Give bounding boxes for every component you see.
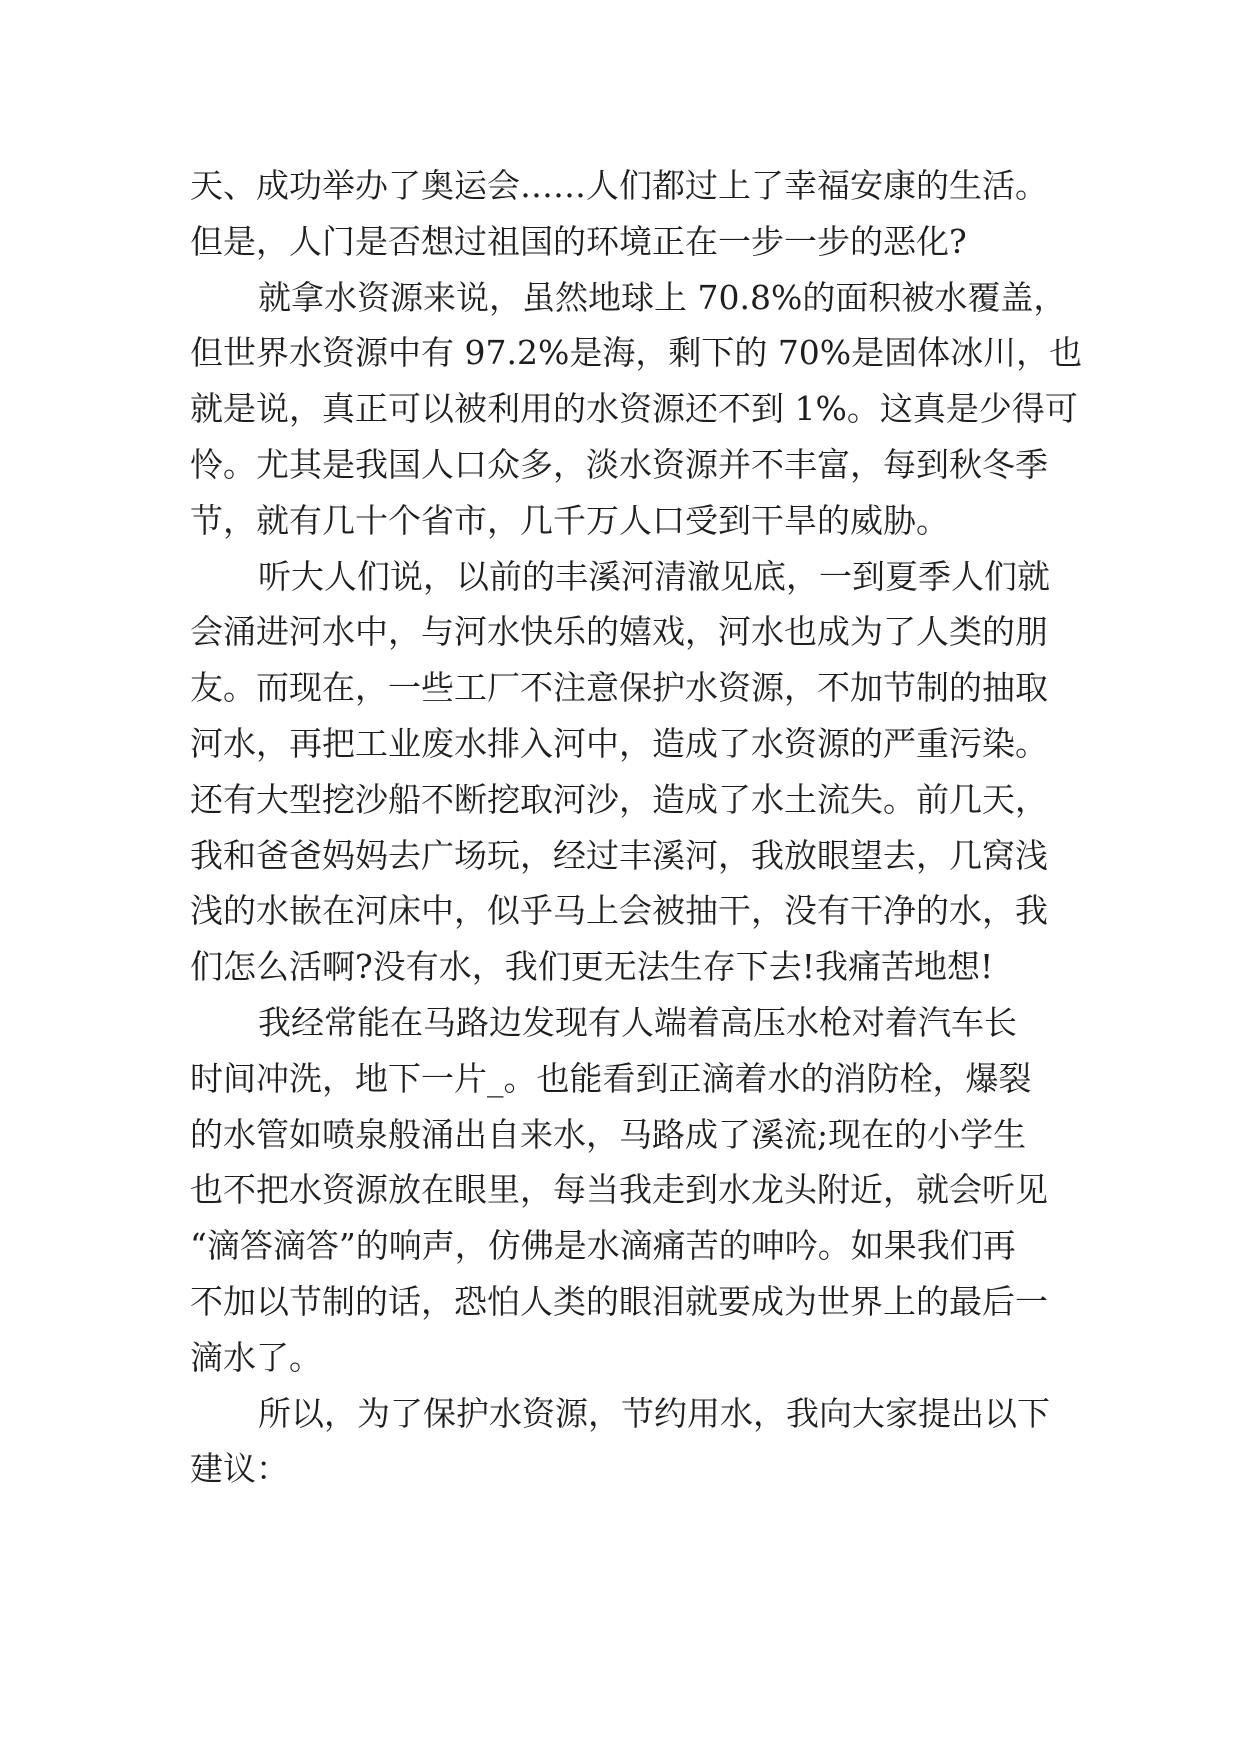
text-line: 河水，再把工业废水排入河中，造成了水资源的严重污染。	[190, 723, 1048, 763]
text-line: 天、成功举办了奥运会……人们都过上了幸福安康的生活。	[190, 166, 1048, 205]
text-line: 不加以节制的话，恐怕人类的眼泪就要成为世界上的最后一	[190, 1281, 1048, 1321]
paragraph-first-line: 听大人们说，以前的丰溪河清澈见底，一到夏季人们就	[258, 556, 1050, 596]
text-line: 的水管如喷泉般涌出自来水，马路成了溪流;现在的小学生	[190, 1114, 1027, 1154]
text-line: 友。而现在，一些工厂不注意保护水资源，不加节制的抽取	[190, 668, 1048, 708]
text-line: 但世界水资源中有 97.2%是海，剩下的 70%是固体冰川，也	[190, 333, 1083, 373]
body-text	[190, 158, 1083, 1497]
text-line: 建议：	[190, 1449, 289, 1489]
paragraph-first-line: 就拿水资源来说，虽然地球上 70.8%的面积被水覆盖，	[258, 277, 1067, 317]
text-line: 也不把水资源放在眼里，每当我走到水龙头附近，就会听见	[190, 1170, 1048, 1210]
paragraph-first-line: 我经常能在马路边发现有人端着高压水枪对着汽车长	[258, 1002, 1017, 1042]
text-line: 但是，人门是否想过祖国的环境正在一步一步的恶化?	[190, 221, 967, 261]
text-line: 还有大型挖沙船不断挖取河沙，造成了水土流失。前几天，	[190, 779, 1048, 819]
text-line: 我和爸爸妈妈去广场玩，经过丰溪河，我放眼望去，几窝浅	[190, 835, 1048, 875]
text-line: 时间冲洗，地下一片_。也能看到正滴着水的消防栓，爆裂	[190, 1058, 1032, 1098]
text-line: 会涌进河水中，与河水快乐的嬉戏，河水也成为了人类的朋	[190, 612, 1048, 652]
text-line: “滴答滴答”的响声，仿佛是水滴痛苦的呻吟。如果我们再	[190, 1226, 1016, 1266]
text-line: 浅的水嵌在河床中，似乎马上会被抽干，没有干净的水，我	[190, 891, 1048, 931]
text-line: 们怎么活啊?没有水，我们更无法生存下去!我痛苦地想!	[190, 947, 994, 987]
text-line: 滴水了。	[190, 1337, 322, 1377]
paragraph-first-line: 所以，为了保护水资源，节约用水，我向大家提出以下	[258, 1393, 1050, 1433]
text-line: 就是说，真正可以被利用的水资源还不到 1%。这真是少得可	[190, 389, 1078, 429]
text-line: 节，就有几十个省市，几千万人口受到干旱的威胁。	[190, 500, 949, 540]
text-line: 怜。尤其是我国人口众多，淡水资源并不丰富，每到秋冬季	[190, 444, 1048, 484]
